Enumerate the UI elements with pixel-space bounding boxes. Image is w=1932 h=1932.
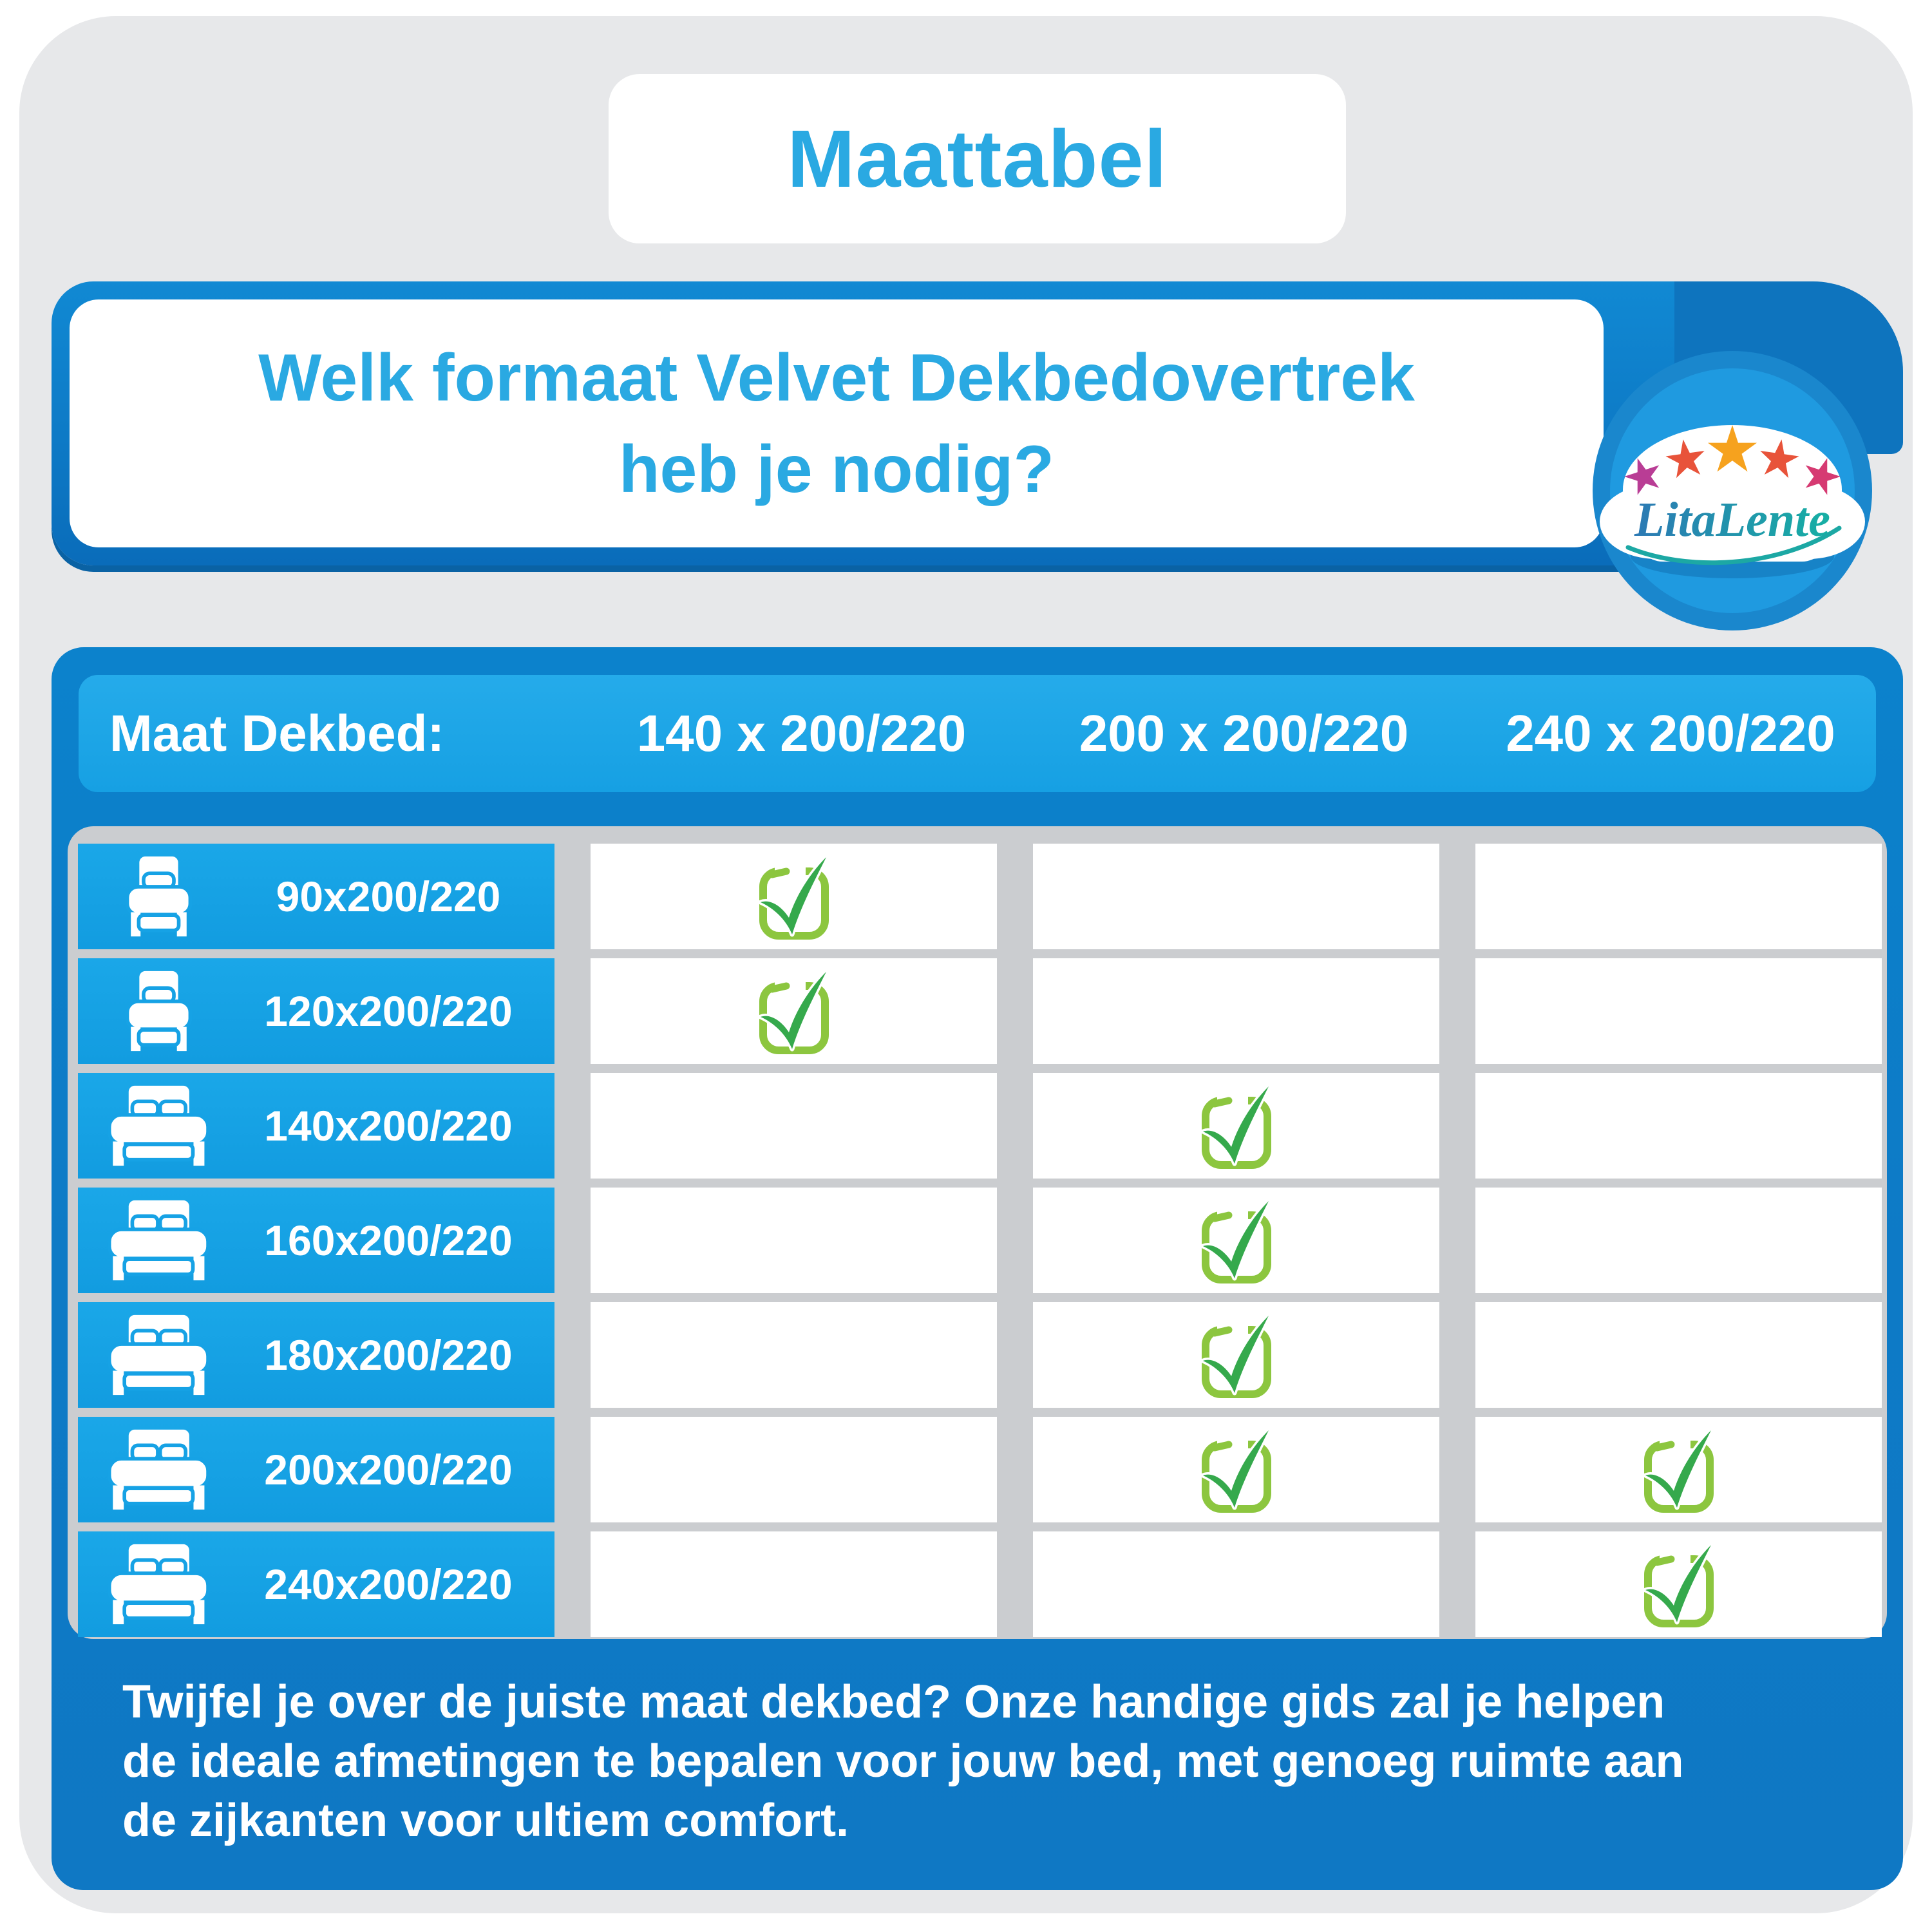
footer-line: Twijfel je over de juiste maat dekbed? Onze handige gids zal je helpen [122,1676,1665,1728]
match-cell [1033,1188,1439,1293]
single-bed-icon [78,970,239,1052]
column-header-240: 240 x 200/220 [1506,705,1835,762]
checkmark-icon [1197,1424,1276,1515]
double-bed-icon [78,1428,239,1511]
match-cell [591,1417,997,1522]
double-bed-icon [78,1543,239,1625]
table-body [68,826,1887,1639]
row-size-cell [78,844,554,949]
checkmark-icon [1197,1195,1276,1286]
match-cell [1475,844,1882,949]
match-cell [1033,1417,1439,1522]
row-size-cell [78,958,554,1064]
logo-wordmark: LitaLente [1634,493,1830,547]
table-row [78,1417,1882,1522]
table-header-row [79,675,1876,792]
column-header-200: 200 x 200/220 [1079,705,1409,762]
double-bed-icon [78,1199,239,1282]
title-card [609,74,1346,243]
column-header-maat-dekbed: Maat Dekbed: [109,705,445,762]
match-cell [591,958,997,1064]
table-row [78,1073,1882,1179]
match-cell [1033,844,1439,949]
match-cell [1475,1188,1882,1293]
checkmark-icon [1197,1080,1276,1171]
checkmark-icon [1639,1424,1719,1515]
single-bed-icon [78,855,239,938]
size-table [52,647,1903,1890]
row-size-label: 240x200/220 [264,1560,513,1608]
match-cell [591,1531,997,1637]
match-cell [1475,958,1882,1064]
row-size-label: 200x200/220 [264,1446,513,1493]
checkmark-icon [754,851,834,942]
match-cell [1033,1302,1439,1408]
row-size-label: 160x200/220 [264,1217,513,1264]
row-size-label: 140x200/220 [264,1102,513,1150]
row-size-cell [78,1302,554,1408]
match-cell [1475,1073,1882,1179]
match-cell [591,844,997,949]
page-title: Maattabel [787,113,1168,204]
match-cell [1475,1302,1882,1408]
footer-line: de ideale afmetingen te bepalen voor jouw bed, met genoeg ruimte aan [122,1736,1684,1788]
footer-line: de zijkanten voor ultiem comfort. [122,1795,849,1847]
checkmark-icon [1197,1309,1276,1401]
match-cell [1475,1531,1882,1637]
match-cell [591,1073,997,1179]
column-header-140: 140 x 200/220 [636,705,967,762]
table-row [78,1188,1882,1293]
checkmark-icon [754,965,834,1057]
banner-question-line2: heb je nodig? [619,431,1054,507]
match-cell [591,1188,997,1293]
double-bed-icon [78,1314,239,1396]
match-cell [591,1302,997,1408]
row-size-cell [78,1417,554,1522]
match-cell [1475,1417,1882,1522]
background-panel [19,16,1913,1913]
table-row [78,1302,1882,1408]
banner-question-line1: Welk formaat Velvet Dekbedovertrek [258,340,1415,415]
match-cell [1033,1073,1439,1179]
row-size-cell [78,1188,554,1293]
litalente-logo [1592,350,1873,631]
match-cell [1033,958,1439,1064]
double-bed-icon [78,1084,239,1167]
checkmark-icon [1639,1539,1719,1630]
table-row [78,1531,1882,1637]
table-row [78,958,1882,1064]
table-row [78,844,1882,949]
footer-note [122,1672,1900,1850]
question-banner-inner [70,299,1604,547]
row-size-label: 120x200/220 [264,987,513,1035]
row-size-label: 90x200/220 [276,873,501,920]
row-size-label: 180x200/220 [264,1331,513,1379]
row-size-cell [78,1531,554,1637]
match-cell [1033,1531,1439,1637]
row-size-cell [78,1073,554,1179]
